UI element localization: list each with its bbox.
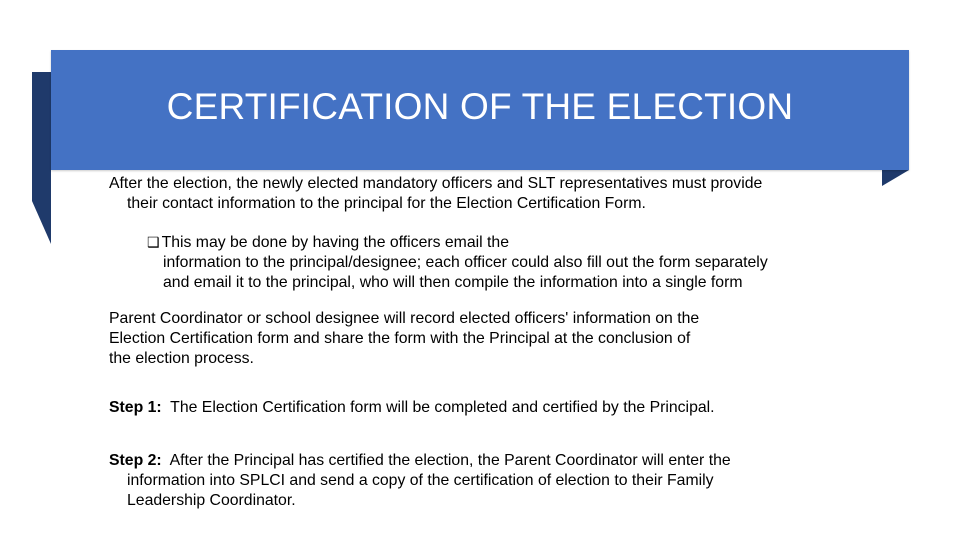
step-2-line-1: After the Principal has certified the election, the Parent Coordinator will enter the <box>169 452 731 469</box>
bullet-line-1: This may be done by having the officers email the <box>161 234 509 251</box>
bullet-line-3: and email it to the principal, who will then compile the information into a single form <box>163 274 743 291</box>
intro-line-1: After the election, the newly elected mandatory officers and SLT representatives must provide <box>109 175 763 192</box>
coordinator-line-2: Election Certification form and share the form with the Principal at the conclusion of <box>109 330 691 347</box>
step-2 <box>109 451 869 511</box>
slide-title: CERTIFICATION OF THE ELECTION <box>166 86 794 127</box>
bullet-line-2: information to the principal/designee; each officer could also fill out the form separately <box>163 254 768 271</box>
checkbox-square-icon: ❑ <box>147 234 160 250</box>
bullet-item <box>147 232 867 293</box>
intro-line-2: their contact information to the principal for the Election Certification Form. <box>127 195 646 212</box>
coordinator-paragraph <box>109 309 809 369</box>
step-2-label: Step 2: <box>109 452 162 469</box>
step-1-label: Step 1: <box>109 399 162 416</box>
coordinator-line-1: Parent Coordinator or school designee will record elected officers' information on the <box>109 310 700 327</box>
step-2-line-3: Leadership Coordinator. <box>127 492 296 509</box>
step-1-text: The Election Certification form will be completed and certified by the Principal. <box>170 399 715 416</box>
coordinator-line-3: the election process. <box>109 350 254 367</box>
banner-fold-right <box>882 170 909 186</box>
step-2-line-2: information into SPLCI and send a copy of the certification of election to their Family <box>127 472 714 489</box>
intro-paragraph <box>109 174 869 214</box>
step-1 <box>109 398 869 418</box>
